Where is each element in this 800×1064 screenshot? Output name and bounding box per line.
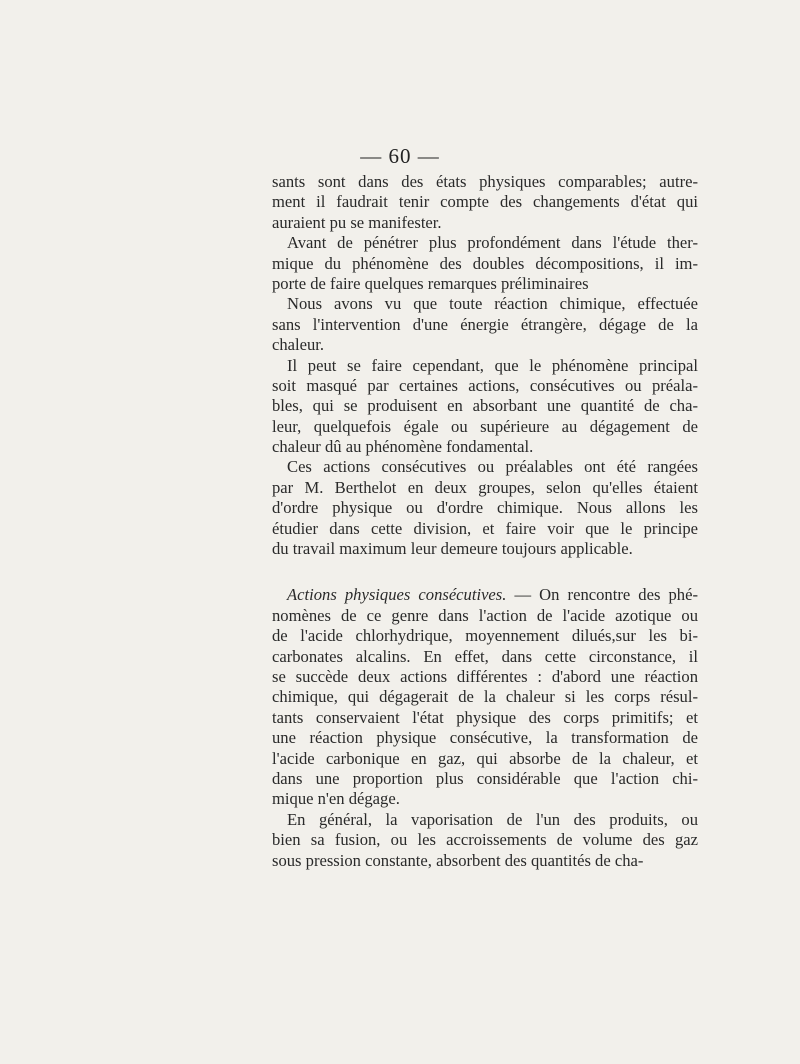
text-line: En général, la vaporisation de l'un des produits, ou	[287, 809, 698, 829]
paragraph	[272, 457, 698, 559]
text-line-rest: — On rencontre des phé-	[506, 585, 698, 605]
text-line: sants sont dans des états physiques comparables; autre-	[272, 172, 698, 191]
text-line: se succède deux actions différentes : d'abord une réaction	[272, 666, 698, 686]
paragraph	[272, 294, 698, 355]
page-number: — 60 —	[360, 144, 440, 168]
body-text	[272, 172, 698, 871]
text-line: auraient pu se manifester.	[272, 212, 442, 232]
text-line: d'ordre physique ou d'ordre chimique. Nous allons les	[272, 498, 698, 518]
paragraph	[272, 810, 698, 871]
paragraph-gap	[272, 559, 698, 585]
text-line: dans une proportion plus considérable que l'action chi-	[272, 768, 698, 788]
text-line: Nous avons vu que toute réaction chimique, effectuée	[287, 294, 698, 314]
text-line: Ces actions consécutives ou préalables ont été rangées	[287, 457, 698, 477]
text-line: bles, qui se produisent en absorbant une quantité de cha-	[272, 396, 698, 416]
text-line: mique n'en dégage.	[272, 789, 400, 809]
text-line: chaleur dû au phénomène fondamental.	[272, 437, 534, 457]
text-line	[272, 585, 698, 605]
paragraph	[272, 585, 698, 809]
text-line: de l'acide chlorhydrique, moyennement dilués,sur les bi-	[272, 626, 698, 646]
text-line: nomènes de ce genre dans l'action de l'acide azotique ou	[272, 605, 698, 625]
text-line: leur, quelquefois égale ou supérieure au dégagement de	[272, 416, 698, 436]
paragraph	[272, 356, 698, 458]
text-line: Avant de pénétrer plus profondément dans l'étude ther-	[287, 233, 698, 253]
text-line: chaleur.	[272, 335, 325, 355]
text-line: sans l'intervention d'une énergie étrangère, dégage de la	[272, 314, 698, 334]
section-heading-italic: Actions physiques consécutives.	[287, 585, 507, 605]
text-line: par M. Berthelot en deux groupes, selon qu'elles étaient	[272, 477, 698, 497]
text-line: l'acide carbonique en gaz, qui absorbe de la chaleur, et	[272, 748, 698, 768]
text-line: Il peut se faire cependant, que le phénomène principal	[287, 355, 698, 375]
text-line: porte de faire quelques remarques préliminaires	[272, 273, 589, 293]
text-line: chimique, qui dégagerait de la chaleur si les corps résul-	[272, 687, 698, 707]
text-line: bien sa fusion, ou les accroissements de volume des gaz	[272, 830, 698, 850]
text-line: soit masqué par certaines actions, consécutives ou préala-	[272, 375, 698, 395]
text-line: carbonates alcalins. En effet, dans cette circonstance, il	[272, 646, 698, 666]
paragraph	[272, 172, 698, 233]
text-line: du travail maximum leur demeure toujours applicable.	[272, 539, 633, 559]
text-line: étudier dans cette division, et faire voir que le principe	[272, 518, 698, 538]
text-line: tants conservaient l'état physique des corps primitifs; et	[272, 707, 698, 727]
text-line: une réaction physique consécutive, la transformation de	[272, 728, 698, 748]
text-line: mique du phénomène des doubles décompositions, il im-	[272, 253, 698, 273]
paragraph	[272, 233, 698, 294]
text-line: ment il faudrait tenir compte des changements d'état qui	[272, 192, 698, 212]
text-line: sous pression constante, absorbent des quantités de cha-	[272, 850, 644, 870]
